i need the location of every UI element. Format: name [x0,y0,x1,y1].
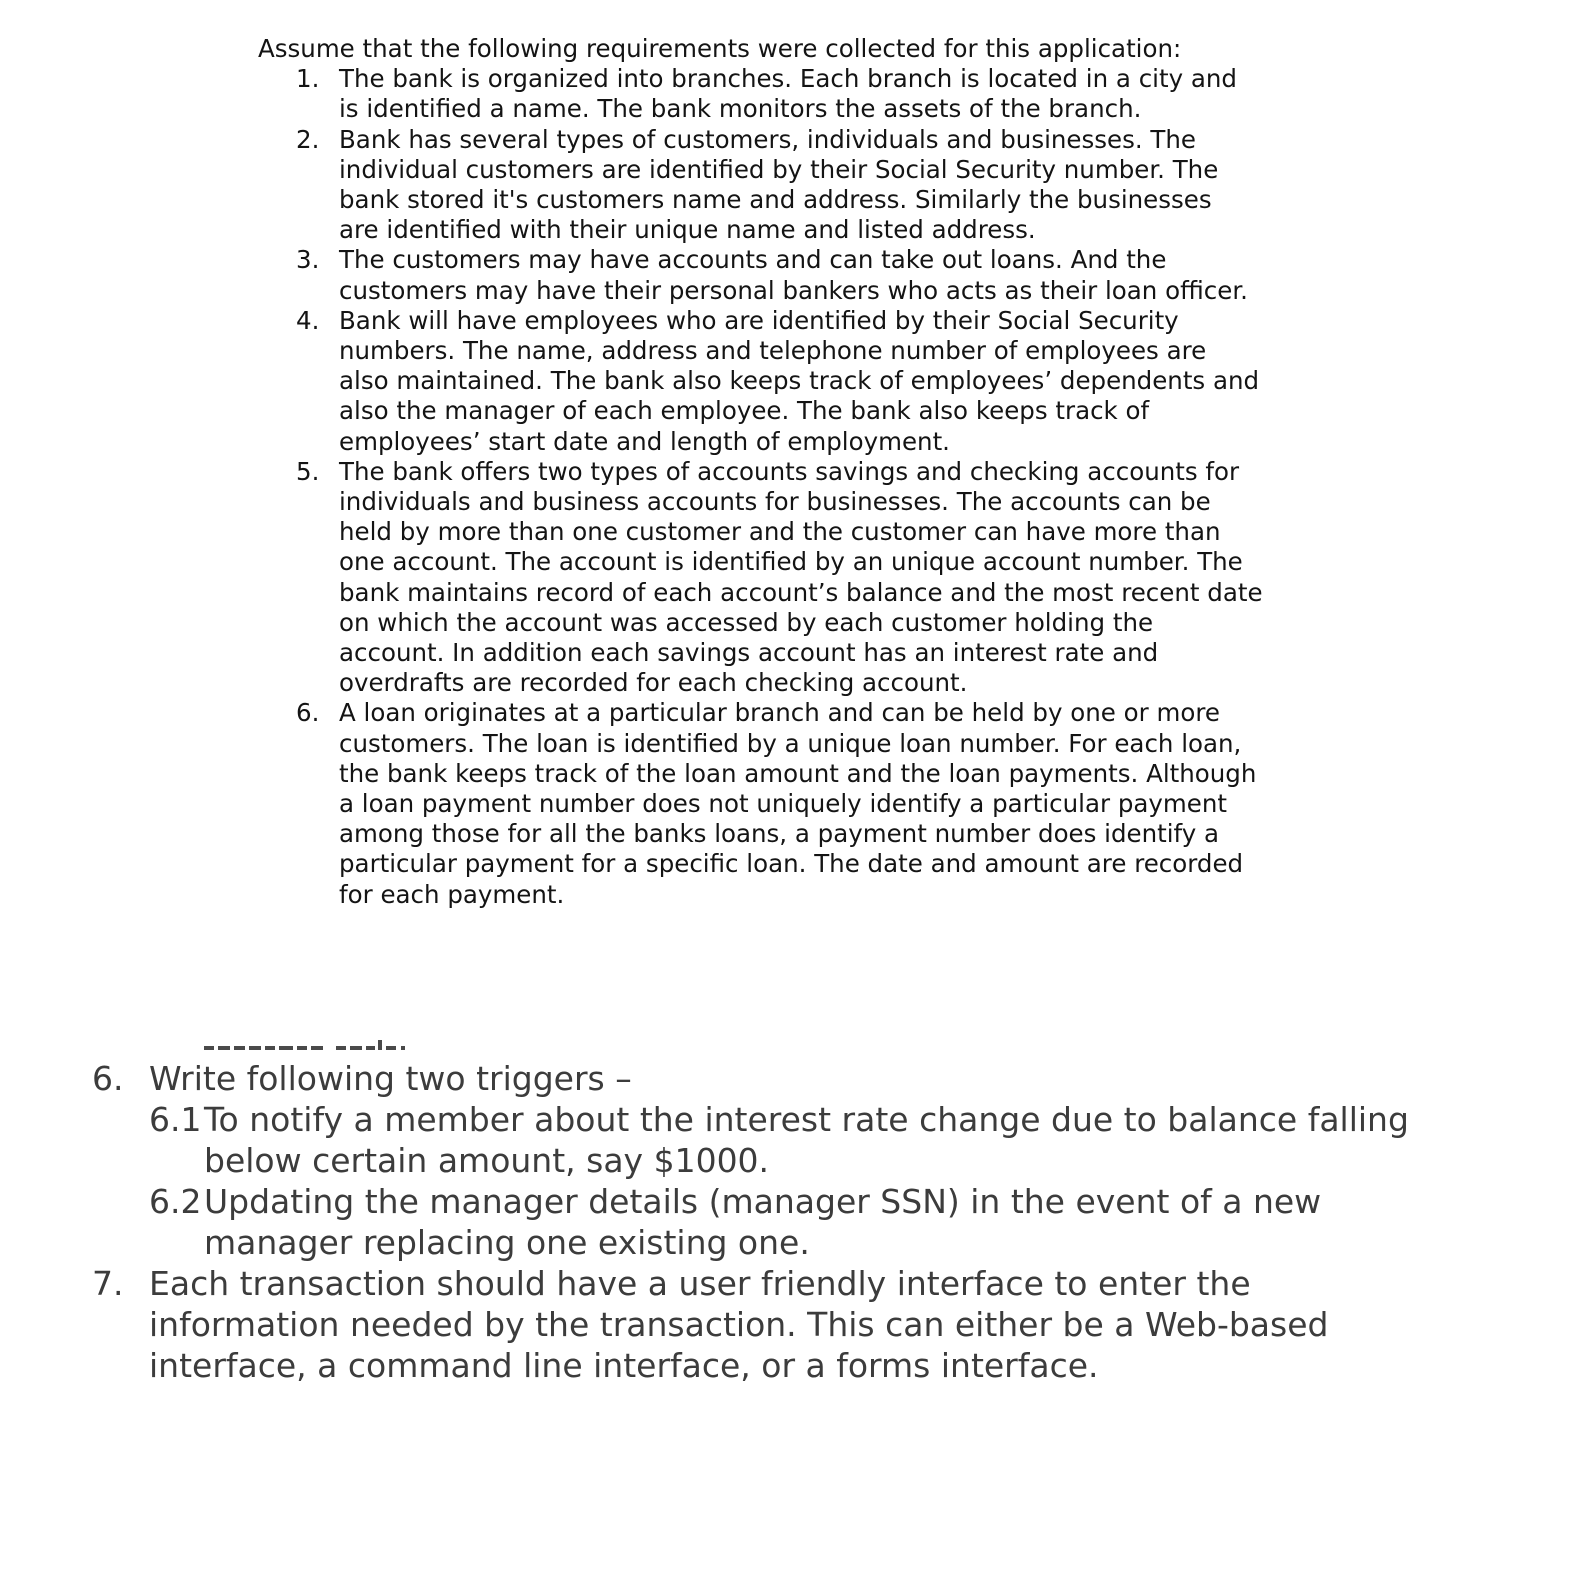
task-subitem-6-1 [149,1099,1492,1181]
task-line: Each transaction should have a user friendly interface to enter the [149,1264,1251,1303]
requirement-line: Bank has several types of customers, individuals and businesses. The [339,124,1196,154]
requirement-item-1 [258,64,1288,124]
requirement-number: 3. [296,245,320,275]
task-line: information needed by the transaction. This can either be a Web-based [149,1305,1329,1344]
cropped-text-shape [204,1032,414,1054]
subtask-line: Updating the manager details (manager SSN) in the event of a new [204,1182,1322,1221]
task-item-6 [92,1058,1492,1263]
requirements-intro: Assume that the following requirements were collected for this application: [258,34,1182,63]
requirement-line: for each payment. [339,879,565,909]
requirement-number: 1. [296,64,320,94]
cropped-text-fragment [204,1032,414,1054]
task-subitem-6-2 [149,1181,1492,1263]
requirement-number: 5. [296,456,320,486]
requirement-line: particular payment for a specific loan. The date and amount are recorded [339,849,1244,879]
requirement-line: on which the account was accessed by each customer holding the [339,607,1154,637]
subtask-number: 6.2 [149,1182,202,1221]
requirement-number: 4. [296,305,320,335]
requirement-line: The bank is organized into branches. Each branch is located in a city and [339,64,1237,94]
requirement-line: individual customers are identified by their Social Security number. The [339,154,1219,184]
subtask-line: To notify a member about the interest rate change due to balance falling [204,1100,1409,1139]
requirement-line: Bank will have employees who are identified by their Social Security [339,305,1179,335]
requirement-line: The bank offers two types of accounts savings and checking accounts for [339,456,1240,486]
requirement-line: also maintained. The bank also keeps track of employees’ dependents and [339,366,1260,396]
subtask-line: below certain amount, say $1000. [204,1141,770,1180]
task-title: Write following two triggers – [149,1059,632,1098]
requirement-line: customers. The loan is identified by a unique loan number. For each loan, [339,728,1242,758]
requirement-line: employees’ start date and length of employment. [339,426,950,456]
requirement-line: account. In addition each savings account has an interest rate and [339,638,1159,668]
requirement-line: customers may have their personal bankers who acts as their loan officer. [339,275,1248,305]
requirement-line: A loan originates at a particular branch and can be held by one or more [339,698,1220,728]
requirement-line: one account. The account is identified by an unique account number. The [339,547,1243,577]
requirement-item-3 [258,245,1288,305]
subtask-line: manager replacing one existing one. [204,1223,810,1262]
requirement-line: overdrafts are recorded for each checking account. [339,668,968,698]
task-line: interface, a command line interface, or a forms interface. [149,1346,1099,1385]
task-item-7 [92,1263,1492,1386]
requirement-item-5 [258,457,1288,699]
requirement-line: held by more than one customer and the customer can have more than [339,517,1221,547]
requirement-line: bank maintains record of each account’s balance and the most recent date [339,577,1263,607]
requirement-number: 2. [296,124,320,154]
requirement-line: are identified with their unique name and listed address. [339,215,1036,245]
requirement-line: the bank keeps track of the loan amount and the loan payments. Although [339,758,1257,788]
requirement-line: The customers may have accounts and can take out loans. And the [339,245,1167,275]
requirement-item-2 [258,125,1288,246]
subtask-number: 6.1 [149,1100,202,1139]
tasks-section [92,1058,1492,1386]
requirement-line: also the manager of each employee. The bank also keeps track of [339,396,1150,426]
requirement-item-6 [258,698,1288,909]
requirement-line: is identified a name. The bank monitors the assets of the branch. [339,94,1142,124]
requirements-list [258,64,1288,910]
requirement-line: bank stored it's customers name and address. Similarly the businesses [339,185,1212,215]
requirement-number: 6. [296,698,320,728]
requirement-line: among those for all the banks loans, a payment number does identify a [339,819,1220,849]
requirement-line: individuals and business accounts for businesses. The accounts can be [339,487,1211,517]
task-number: 6. [92,1059,124,1098]
requirement-line: numbers. The name, address and telephone number of employees are [339,336,1207,366]
task-number: 7. [92,1264,124,1303]
requirements-section [258,34,1288,910]
requirement-item-4 [258,306,1288,457]
requirement-line: a loan payment number does not uniquely identify a particular payment [339,789,1227,819]
